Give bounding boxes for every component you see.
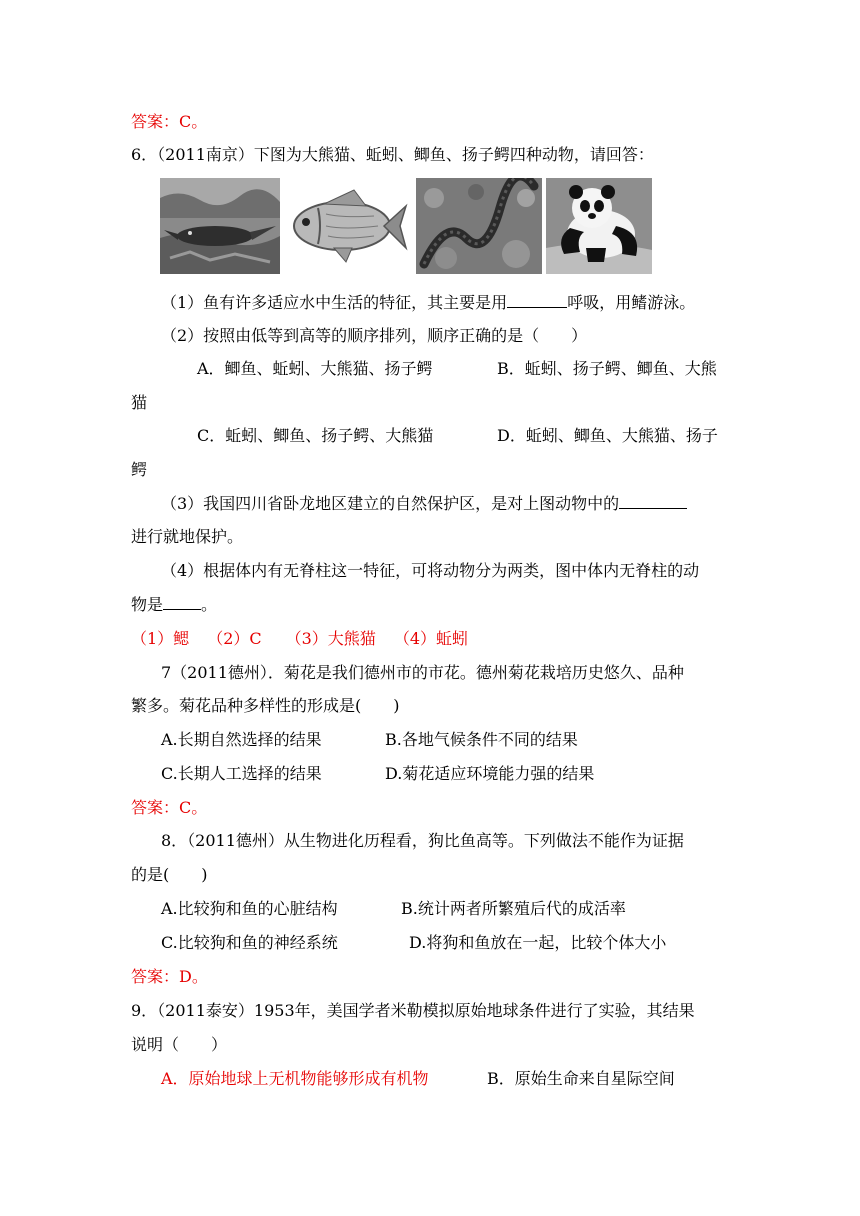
crucian-carp-photo xyxy=(284,178,410,274)
earthworm-photo xyxy=(416,178,542,274)
q6-answers xyxy=(131,628,468,650)
q6-part2: （2）按照由低等到高等的顺序排列，顺序正确的是（ ） xyxy=(161,326,588,345)
q8-stem: 8．（2011德州）从生物进化历程看，狗比鱼高等。下列做法不能作为证据 xyxy=(161,831,684,850)
q6-part4-text: 物是 xyxy=(131,595,164,614)
q6-part1 xyxy=(161,292,695,314)
q9-stem: 9．（2011泰安）1953年，美国学者米勒模拟原始地球条件进行了实验，其结果 xyxy=(131,1001,695,1020)
alligator-photo xyxy=(160,178,280,274)
q7-option-b: B.各地气候条件不同的结果 xyxy=(385,730,578,749)
q7-answer: 答案：C。 xyxy=(131,798,208,817)
animal-photos xyxy=(160,178,652,274)
q6-option-c: C．蚯蚓、鲫鱼、扬子鳄、大熊猫 xyxy=(197,426,434,445)
q6-part4: （4）根据体内有无脊柱这一特征，可将动物分为两类，图中体内无脊柱的动 xyxy=(161,561,700,580)
q9-option-a: A．原始地球上无机物能够形成有机物 xyxy=(161,1069,429,1088)
q6-option-d: D．蚯蚓、鲫鱼、大熊猫、扬子 xyxy=(497,426,718,445)
q8-option-a: A.比较狗和鱼的心脏结构 xyxy=(161,899,338,918)
q6-answer-1: （1）鳃 xyxy=(131,629,190,648)
q6-option-b-cont: 猫 xyxy=(131,393,148,412)
q6-option-b: B．蚯蚓、扬子鳄、鲫鱼、大熊 xyxy=(497,359,717,378)
q6-part3 xyxy=(161,493,687,515)
q8-option-d: D.将狗和鱼放在一起，比较个体大小 xyxy=(409,933,667,952)
q8-answer: 答案：D。 xyxy=(131,967,208,986)
q6-part4-cont xyxy=(131,594,217,616)
q7-stem-cont: 繁多。菊花品种多样性的形成是( ) xyxy=(131,696,400,715)
q6-option-d-cont: 鳄 xyxy=(131,460,148,479)
q9-stem-cont: 说明（ ） xyxy=(131,1035,228,1054)
q8-option-c: C.比较狗和鱼的神经系统 xyxy=(161,933,338,952)
q6-part1-text-end: 呼吸，用鳍游泳。 xyxy=(567,293,696,312)
q6-part1-text: （1）鱼有许多适应水中生活的特征，其主要是用 xyxy=(161,293,508,312)
q7-option-d: D.菊花适应环境能力强的结果 xyxy=(385,764,595,783)
q9-option-b: B．原始生命来自星际空间 xyxy=(487,1069,675,1088)
q6-part3-text: （3）我国四川省卧龙地区建立的自然保护区，是对上图动物中的 xyxy=(161,494,620,513)
q7-stem: 7（2011德州）．菊花是我们德州市的市花。德州菊花栽培历史悠久、品种 xyxy=(161,663,684,682)
q6-stem: 6．（2011南京）下图为大熊猫、蚯蚓、鲫鱼、扬子鳄四种动物，请回答： xyxy=(131,145,654,164)
q7-option-a: A.长期自然选择的结果 xyxy=(161,730,322,749)
q6-part3-blank xyxy=(619,494,687,509)
q6-part4-blank xyxy=(163,595,201,610)
q6-part3-cont: 进行就地保护。 xyxy=(131,527,244,546)
q6-part4-end: 。 xyxy=(201,595,218,614)
q6-option-a: A．鲫鱼、蚯蚓、大熊猫、扬子鳄 xyxy=(197,359,433,378)
q6-answer-4: （4）蚯蚓 xyxy=(393,629,468,648)
q7-option-c: C.长期人工选择的结果 xyxy=(161,764,322,783)
q8-stem-cont: 的是( ) xyxy=(131,865,208,884)
q6-answer-3: （3）大熊猫 xyxy=(285,629,376,648)
q6-part1-blank xyxy=(507,293,567,308)
q8-option-b: B.统计两者所繁殖后代的成活率 xyxy=(401,899,626,918)
giant-panda-photo xyxy=(546,178,652,274)
q6-answer-2: （2）C xyxy=(207,629,262,648)
q5-answer: 答案：C。 xyxy=(131,112,208,131)
